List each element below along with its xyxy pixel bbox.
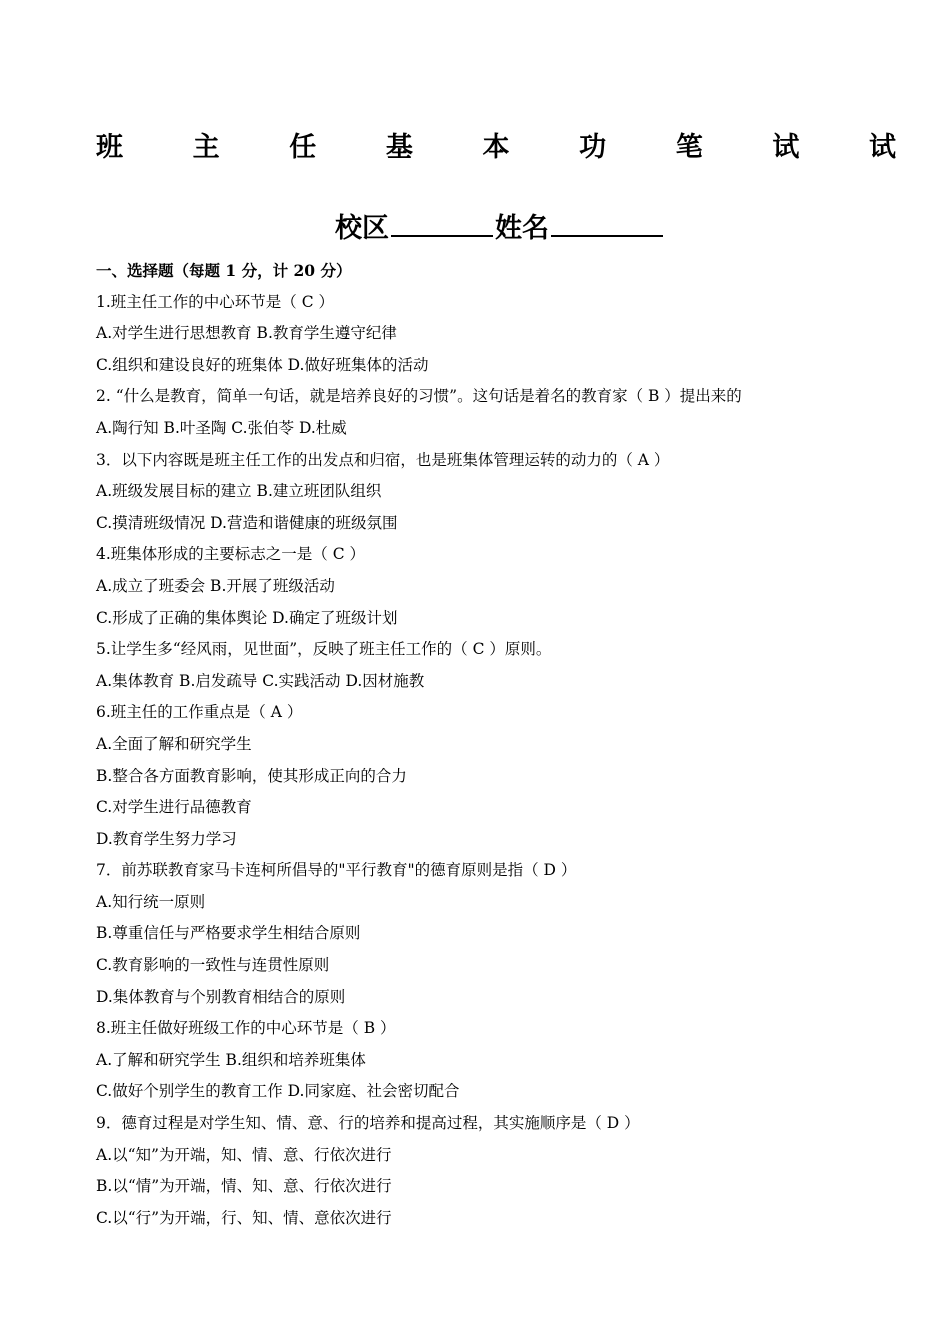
question-line: C.做好个别学生的教育工作 D.同家庭、社会密切配合: [96, 1082, 460, 1101]
question-line: C.对学生进行品德教育: [96, 798, 252, 817]
title-char: 任: [289, 132, 317, 163]
question-line: 3．以下内容既是班主任工作的出发点和归宿，也是班集体管理运转的动力的（ A ）: [96, 450, 670, 469]
question-line: C.形成了正确的集体舆论 D.确定了班级计划: [96, 608, 398, 627]
title-char: 试: [772, 132, 800, 163]
question-line: A.陶行知 B.叶圣陶 C.张伯苓 D.杜威: [96, 418, 347, 437]
question-line: 2. “什么是教育，简单一句话，就是培养良好的习惯”。这句话是着名的教育家（ B ）提出来的: [96, 387, 742, 406]
campus-blank: [391, 205, 493, 237]
question-line: 4.班集体形成的主要标志之一是（ C ）: [96, 545, 366, 564]
title-char: 功: [579, 132, 607, 163]
question-line: A.以“知”为开端，知、情、意、行依次进行: [96, 1145, 392, 1164]
title-char: 笔: [675, 132, 703, 163]
question-line: C.摸清班级情况 D.营造和谐健康的班级氛围: [96, 513, 398, 532]
question-line: 8.班主任做好班级工作的中心环节是（ B ）: [96, 1019, 396, 1038]
name-label: 姓名: [495, 213, 549, 244]
question-line: 6.班主任的工作重点是（ A ）: [96, 703, 303, 722]
title-char: 试: [869, 132, 896, 163]
question-line: 9．德育过程是对学生知、情、意、行的培养和提高过程，其实施顺序是（ D ）: [96, 1114, 640, 1133]
name-blank: [551, 205, 663, 237]
question-line: A.全面了解和研究学生: [96, 734, 252, 753]
page-title: [96, 128, 896, 168]
campus-name-line: [0, 205, 950, 251]
title-char: 本: [482, 132, 510, 163]
question-line: C.组织和建设良好的班集体 D.做好班集体的活动: [96, 355, 429, 374]
question-line: 5.让学生多“经风雨，见世面”，反映了班主任工作的（ C ）原则。: [96, 640, 552, 659]
question-line: C.教育影响的一致性与连贯性原则: [96, 956, 330, 975]
title-char: 主: [192, 132, 220, 163]
question-line: A.集体教育 B.启发疏导 C.实践活动 D.因材施教: [96, 671, 425, 690]
question-line: D.教育学生努力学习: [96, 829, 237, 848]
question-line: C.以“行”为开端，行、知、情、意依次进行: [96, 1208, 392, 1227]
question-line: A.知行统一原则: [96, 892, 206, 911]
section-heading: 一、选择题（每题 1 分，计 20 分）: [96, 261, 352, 280]
question-line: A.班级发展目标的建立 B.建立班团队组织: [96, 482, 382, 501]
question-line: B.整合各方面教育影响，使其形成正向的合力: [96, 766, 407, 785]
question-line: 1.班主任工作的中心环节是（ C ）: [96, 292, 335, 311]
question-line: A.了解和研究学生 B.组织和培养班集体: [96, 1050, 366, 1069]
question-line: A.成立了班委会 B.开展了班级活动: [96, 576, 335, 595]
question-body: [96, 255, 916, 1234]
question-line: B.尊重信任与严格要求学生相结合原则: [96, 924, 361, 943]
title-char: 班: [96, 132, 123, 163]
question-line: A.对学生进行思想教育 B.教育学生遵守纪律: [96, 324, 397, 343]
question-line: D.集体教育与个别教育相结合的原则: [96, 987, 346, 1006]
question-line: B.以“情”为开端，情、知、意、行依次进行: [96, 1177, 392, 1196]
title-char: 基: [385, 132, 413, 163]
campus-label: 校区: [335, 213, 389, 244]
question-line: 7．前苏联教育家马卡连柯所倡导的"平行教育"的德育原则是指（ D ）: [96, 861, 577, 880]
